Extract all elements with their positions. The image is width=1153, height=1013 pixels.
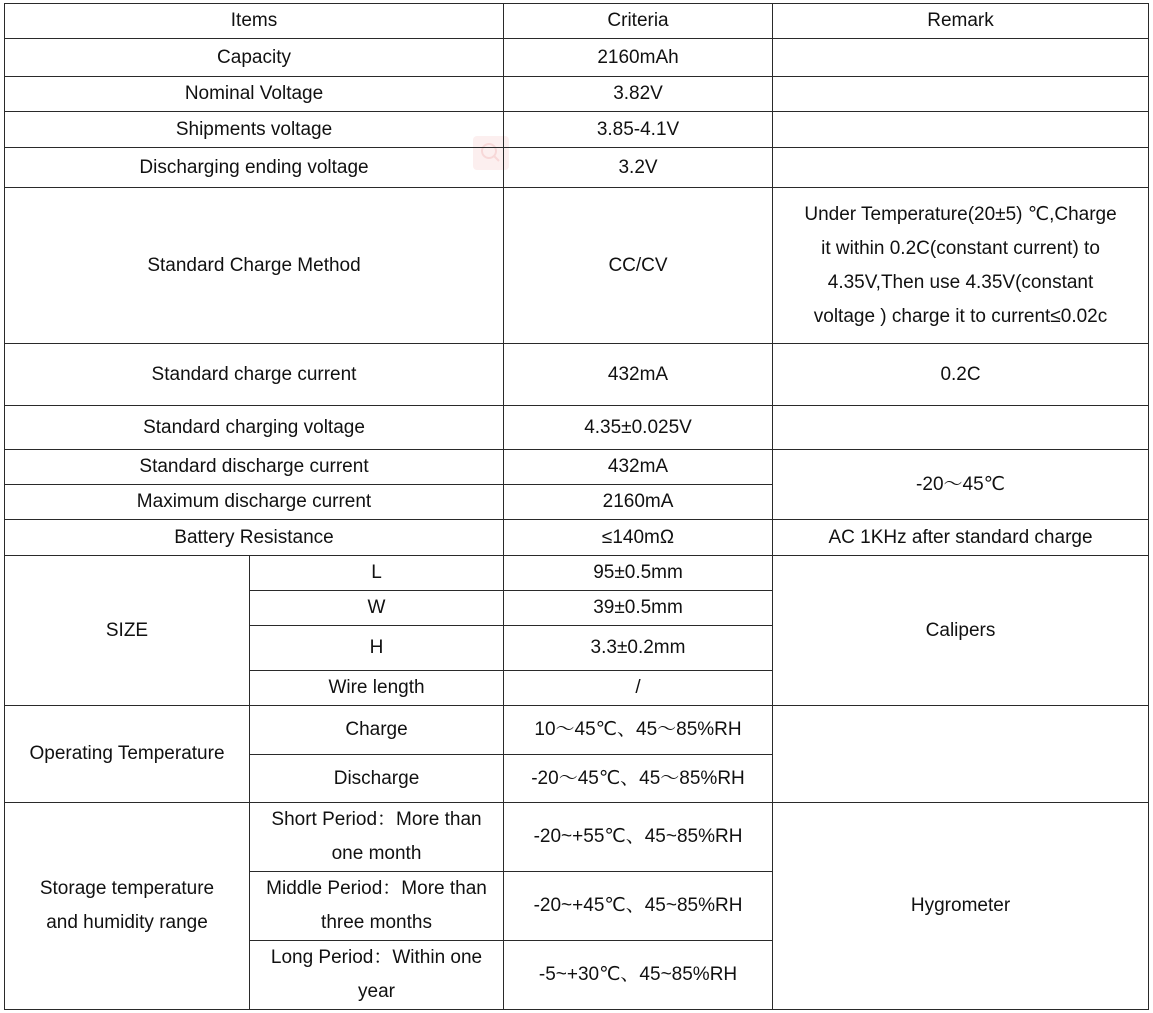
criteria-cell: 3.2V bbox=[504, 148, 773, 188]
sub-item-line: year bbox=[358, 981, 395, 1002]
criteria-cell: 95±0.5mm bbox=[504, 556, 773, 591]
table-row bbox=[5, 556, 1149, 591]
operating-label: Operating Temperature bbox=[5, 706, 250, 803]
sub-item-cell: Charge bbox=[250, 706, 504, 755]
remark-cell bbox=[773, 406, 1149, 450]
sub-item-cell: H bbox=[250, 626, 504, 671]
header-criteria: Criteria bbox=[504, 4, 773, 39]
criteria-cell: -20~+45℃、45~85%RH bbox=[504, 872, 773, 941]
remark-cell: Hygrometer bbox=[773, 803, 1149, 1010]
size-label: SIZE bbox=[5, 556, 250, 706]
criteria-cell: 4.35±0.025V bbox=[504, 406, 773, 450]
item-cell: Standard charging voltage bbox=[5, 406, 504, 450]
remark-cell: -20～45℃ bbox=[773, 450, 1149, 520]
table-row bbox=[5, 148, 1149, 188]
sub-item-cell: L bbox=[250, 556, 504, 591]
criteria-cell: 10～45℃、45～85%RH bbox=[504, 706, 773, 755]
table-row bbox=[5, 520, 1149, 556]
remark-line: 4.35V,Then use 4.35V(constant bbox=[827, 271, 1094, 293]
sub-item-cell bbox=[250, 803, 504, 872]
criteria-cell: 2160mA bbox=[504, 485, 773, 520]
remark-cell: Calipers bbox=[773, 556, 1149, 706]
table-row bbox=[5, 112, 1149, 148]
remark-cell bbox=[773, 148, 1149, 188]
sub-item-cell bbox=[250, 872, 504, 941]
storage-label-line: and humidity range bbox=[46, 912, 208, 933]
item-cell: Discharging ending voltage bbox=[5, 148, 504, 188]
table-row bbox=[5, 39, 1149, 77]
header-row bbox=[5, 4, 1149, 39]
table-row bbox=[5, 803, 1149, 872]
remark-line: voltage ) charge it to current≤0.02c bbox=[813, 305, 1108, 327]
sub-item-line: three months bbox=[321, 912, 432, 933]
storage-label-line: Storage temperature bbox=[39, 878, 215, 899]
remark-cell: 0.2C bbox=[773, 344, 1149, 406]
criteria-cell: 3.85-4.1V bbox=[504, 112, 773, 148]
table-row bbox=[5, 406, 1149, 450]
remark-cell: AC 1KHz after standard charge bbox=[773, 520, 1149, 556]
item-cell: Standard charge current bbox=[5, 344, 504, 406]
sub-item-line: Long Period：Within one bbox=[270, 947, 483, 968]
remark-cell bbox=[773, 706, 1149, 803]
remark-line: it within 0.2C(constant current) to bbox=[821, 237, 1100, 259]
table-row bbox=[5, 77, 1149, 112]
item-cell: Standard discharge current bbox=[5, 450, 504, 485]
criteria-cell: -20~+55℃、45~85%RH bbox=[504, 803, 773, 872]
sub-item-cell: W bbox=[250, 591, 504, 626]
item-cell: Capacity bbox=[5, 39, 504, 77]
battery-spec-table bbox=[4, 3, 1149, 1010]
remark-cell bbox=[773, 188, 1149, 344]
criteria-cell: 39±0.5mm bbox=[504, 591, 773, 626]
criteria-cell: / bbox=[504, 671, 773, 706]
sub-item-cell: Discharge bbox=[250, 755, 504, 803]
storage-label bbox=[5, 803, 250, 1010]
criteria-cell: ≤140mΩ bbox=[504, 520, 773, 556]
table-row bbox=[5, 344, 1149, 406]
item-cell: Nominal Voltage bbox=[5, 77, 504, 112]
remark-cell bbox=[773, 39, 1149, 77]
item-cell: Battery Resistance bbox=[5, 520, 504, 556]
sub-item-line: Middle Period：More than bbox=[266, 878, 487, 899]
header-items: Items bbox=[5, 4, 504, 39]
criteria-cell: -20～45℃、45～85%RH bbox=[504, 755, 773, 803]
criteria-cell: -5~+30℃、45~85%RH bbox=[504, 941, 773, 1010]
criteria-cell: 3.3±0.2mm bbox=[504, 626, 773, 671]
remark-cell bbox=[773, 112, 1149, 148]
sub-item-cell: Wire length bbox=[250, 671, 504, 706]
table-row bbox=[5, 450, 1149, 485]
item-cell: Maximum discharge current bbox=[5, 485, 504, 520]
sub-item-line: Short Period：More than bbox=[271, 809, 482, 830]
criteria-cell: CC/CV bbox=[504, 188, 773, 344]
item-cell: Standard Charge Method bbox=[5, 188, 504, 344]
criteria-cell: 2160mAh bbox=[504, 39, 773, 77]
criteria-cell: 3.82V bbox=[504, 77, 773, 112]
sub-item-line: one month bbox=[331, 843, 422, 864]
remark-line: Under Temperature(20±5) ℃,Charge bbox=[804, 203, 1117, 225]
criteria-cell: 432mA bbox=[504, 450, 773, 485]
header-remark: Remark bbox=[773, 4, 1149, 39]
criteria-cell: 432mA bbox=[504, 344, 773, 406]
table-row bbox=[5, 188, 1149, 344]
table-row bbox=[5, 706, 1149, 755]
remark-cell bbox=[773, 77, 1149, 112]
sub-item-cell bbox=[250, 941, 504, 1010]
item-cell: Shipments voltage bbox=[5, 112, 504, 148]
